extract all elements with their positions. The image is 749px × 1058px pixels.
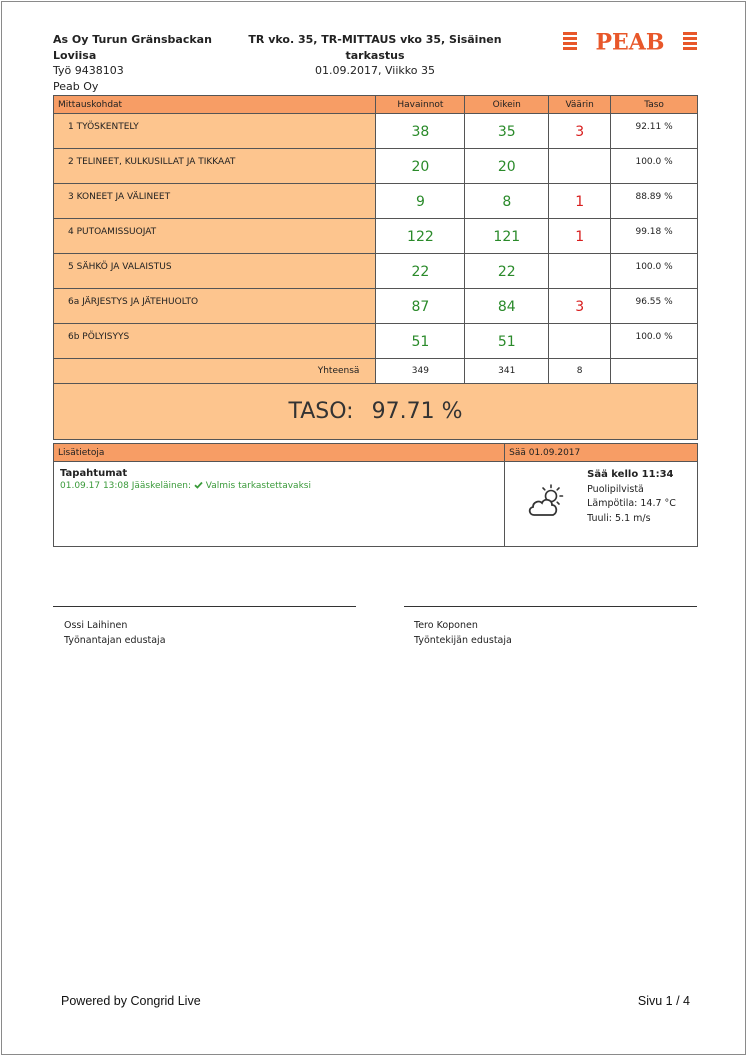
total-correct: 341 [465,359,549,384]
partly-cloudy-icon [505,468,587,526]
total-level [611,359,698,384]
info-content-row [54,462,698,547]
signature-line-left [53,606,356,607]
row-label: 6a JÄRJESTYS JA JÄTEHUOLTO [54,289,376,324]
col-header-wrong: Väärin [549,96,611,114]
row-label: 2 TELINEET, KULKUSILLAT JA TIKKAAT [54,149,376,184]
footer-powered-by: Powered by Congrid Live [61,994,201,1008]
row-label: 4 PUTOAMISSUOJAT [54,219,376,254]
organization: Peab Oy [53,79,99,93]
city-name: Loviisa [53,48,97,62]
project-info [53,32,212,94]
weather-temperature: Lämpötila: 14.7 °C [587,498,676,509]
row-correct: 8 [465,184,549,219]
row-wrong [549,324,611,359]
report-title-line1: TR vko. 35, TR-MITTAUS vko 35, Sisäinen [248,33,502,46]
info-header-additional: Lisätietoja [54,444,505,462]
row-label: 3 KONEET JA VÄLINEET [54,184,376,219]
row-observations: 22 [376,254,465,289]
row-label: 6b PÖLYISYYS [54,324,376,359]
row-level: 100.0 % [611,324,698,359]
signer-right-role: Työntekijän edustaja [414,634,512,646]
check-icon [194,481,206,491]
col-header-level: Taso [611,96,698,114]
row-observations: 122 [376,219,465,254]
row-observations: 51 [376,324,465,359]
col-header-observations: Havainnot [376,96,465,114]
event-entry [60,481,498,491]
signature-line-right [404,606,697,607]
row-correct: 20 [465,149,549,184]
signer-left-role: Työnantajan edustaja [64,634,166,646]
table-row [54,184,698,219]
total-observations: 349 [376,359,465,384]
row-level: 99.18 % [611,219,698,254]
row-label: 5 SÄHKÖ JA VALAISTUS [54,254,376,289]
event-text: 01.09.17 13:08 Jääskeläinen: [60,481,192,491]
job-number: Työ 9438103 [53,64,124,77]
row-wrong: 3 [549,114,611,149]
total-label: Yhteensä [54,359,376,384]
info-header-weather: Sää 01.09.2017 [505,444,698,462]
table-row [54,289,698,324]
measurement-table [53,95,698,440]
peab-logo [563,31,697,51]
row-wrong: 3 [549,289,611,324]
row-level: 100.0 % [611,149,698,184]
col-header-measurement: Mittauskohdat [54,96,376,114]
company-name: As Oy Turun Gränsbackan [53,33,212,46]
row-wrong: 1 [549,184,611,219]
weather-wind: Tuuli: 5.1 m/s [587,512,651,524]
table-row [54,149,698,184]
weather-description: Puolipilvistä [587,483,644,495]
table-row [54,254,698,289]
row-level: 100.0 % [611,254,698,289]
signer-left-name: Ossi Laihinen [64,620,128,631]
col-header-correct: Oikein [465,96,549,114]
row-correct: 35 [465,114,549,149]
signature-left [64,619,166,648]
overall-level-value: 97.71 % [371,399,463,424]
report-date: 01.09.2017, Viikko 35 [315,64,435,77]
overall-level-label: TASO: [288,399,354,424]
row-correct: 22 [465,254,549,289]
report-title-block [230,32,520,79]
footer-page-number: Sivu 1 / 4 [637,994,690,1008]
info-table [53,443,698,547]
row-wrong [549,254,611,289]
total-wrong: 8 [549,359,611,384]
row-correct: 121 [465,219,549,254]
row-correct: 84 [465,289,549,324]
weather-time: Sää kello 11:34 [587,469,674,480]
signature-right [414,619,512,648]
weather-details [587,468,676,526]
row-label: 1 TYÖSKENTELY [54,114,376,149]
events-title: Tapahtumat [60,468,128,479]
table-row [54,324,698,359]
overall-level [54,384,698,440]
total-row [54,359,698,384]
row-observations: 20 [376,149,465,184]
row-wrong: 1 [549,219,611,254]
table-row [54,114,698,149]
events-cell [54,462,505,547]
table-header-row [54,96,698,114]
row-level: 96.55 % [611,289,698,324]
weather-cell [505,462,698,547]
signer-right-name: Tero Koponen [414,620,478,631]
event-status: Valmis tarkastettavaksi [205,481,311,491]
row-observations: 87 [376,289,465,324]
row-level: 92.11 % [611,114,698,149]
logo-text: PEAB [595,31,665,51]
row-wrong [549,149,611,184]
report-title-line2: tarkastus [345,48,405,62]
row-observations: 9 [376,184,465,219]
table-row [54,219,698,254]
info-header-row [54,444,698,462]
overall-level-row [54,384,698,440]
row-level: 88.89 % [611,184,698,219]
row-observations: 38 [376,114,465,149]
row-correct: 51 [465,324,549,359]
